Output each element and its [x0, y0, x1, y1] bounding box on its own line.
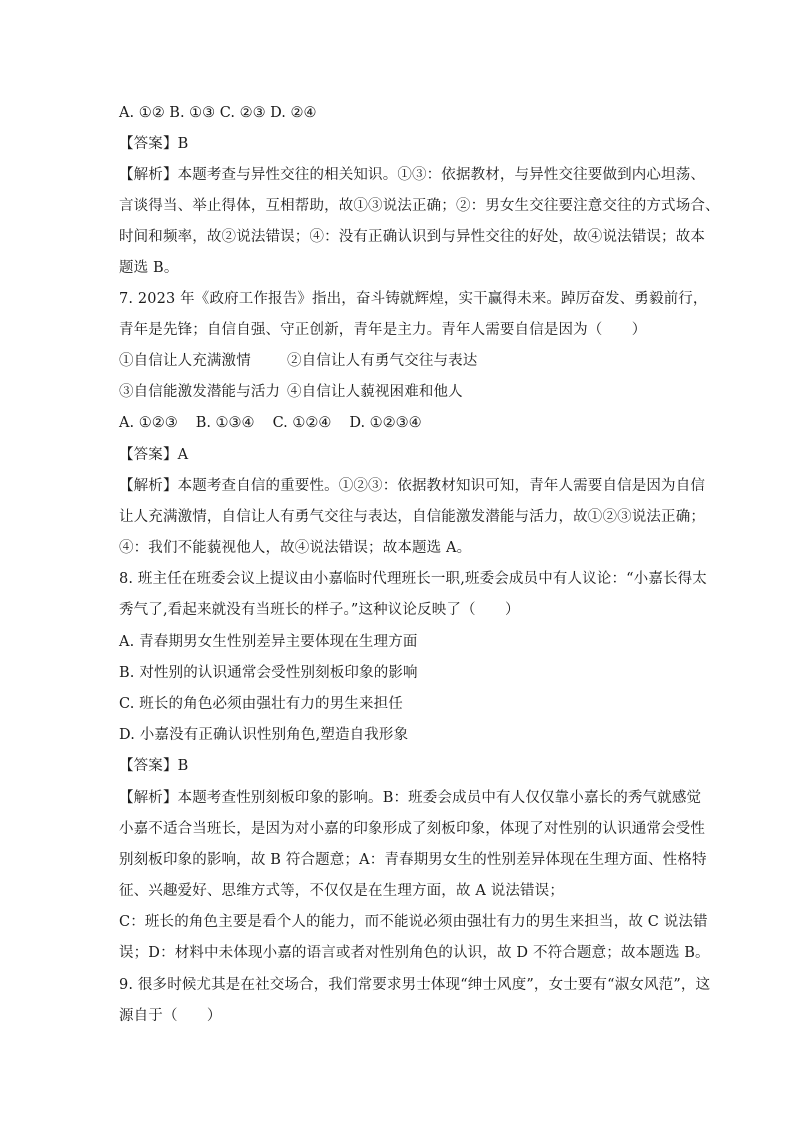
q7-statement-3: ③自信能激发潜能与活力	[119, 384, 281, 400]
q8-stem-line-2: 秀气了,看起来就没有当班长的样子。”这种议论反映了（ ）	[119, 602, 520, 618]
q8-analysis-line-2: 小嘉不适合当班长，是因为对小嘉的印象形成了刻板印象，体现了对性别的认识通常会受性	[119, 821, 705, 837]
q6-analysis-line-2: 言谈得当、举止得体，互相帮助，故①③说法正确；②：男女生交往要注意交往的方式场合、	[119, 198, 720, 214]
q7-option-d: D. ①②③④	[349, 415, 422, 431]
q6-analysis-line-4: 题选 B。	[119, 260, 179, 276]
q7-option-c: C. ①②④	[272, 415, 332, 431]
q7-answer: 【答案】A	[119, 447, 189, 463]
q7-stem-line-1: 7. 2023 年《政府工作报告》指出，奋斗铸就辉煌，实干赢得未来。踔厉奋发、勇毅前行，	[119, 291, 708, 307]
q8-analysis-line-5: C：班长的角色主要是看个人的能力，而不能说必须由强壮有力的男生来担当，故 C 说法错	[119, 914, 708, 930]
q6-options: A. ①② B. ①③ C. ②③ D. ②④	[119, 105, 317, 121]
q8-stem-line-1: 8. 班主任在班委会议上提议由小嘉临时代理班长一职,班委会成员中有人议论：“小嘉长得太	[119, 571, 707, 587]
q7-statement-2: ②自信让人有勇气交往与表达	[287, 353, 478, 369]
q7-analysis-line-2: 让人充满激情，自信让人有勇气交往与表达，自信能激发潜能与活力，故①②③说法正确；	[119, 509, 705, 525]
q7-analysis-line-1: 【解析】本题考查自信的重要性。①②③：依据教材知识可知，青年人需要自信是因为自信	[119, 478, 705, 494]
q7-option-b: B. ①③④	[195, 415, 255, 431]
q7-statements-row-1	[119, 351, 689, 371]
q9-stem-line-2: 源自于（ ）	[119, 1008, 222, 1024]
q7-analysis-line-3: ④：我们不能藐视他人，故④说法错误；故本题选 A。	[119, 540, 472, 556]
q6-analysis-line-1: 【解析】本题考查与异性交往的相关知识。①③：依据教材，与异性交往要做到内心坦荡、	[119, 167, 705, 183]
q7-statement-1: ①自信让人充满激情	[119, 353, 251, 369]
q8-answer: 【答案】B	[119, 758, 189, 774]
q8-option-b: B. 对性别的认识通常会受性别刻板印象的影响	[119, 665, 418, 681]
q8-analysis-line-1: 【解析】本题考查性别刻板印象的影响。B：班委会成员中有人仅仅靠小嘉长的秀气就感觉	[119, 790, 702, 806]
q7-statement-4: ④自信让人藐视困难和他人	[287, 384, 463, 400]
q8-option-c: C. 班长的角色必须由强壮有力的男生来担任	[119, 696, 403, 712]
q8-option-d: D. 小嘉没有正确认识性别角色,塑造自我形象	[119, 727, 409, 743]
q7-options	[119, 413, 689, 433]
q6-analysis-line-3: 时间和频率，故②说法错误；④：没有正确认识到与异性交往的好处，故④说法错误；故本	[119, 229, 705, 245]
q8-analysis-line-3: 别刻板印象的影响，故 B 符合题意；A：青春期男女生的性别差异体现在生理方面、性格特	[119, 852, 707, 868]
q7-option-a: A. ①②③	[119, 415, 178, 431]
q8-option-a: A. 青春期男女生性别差异主要体现在生理方面	[119, 634, 418, 650]
q6-answer: 【答案】B	[119, 136, 189, 152]
q9-stem-line-1: 9. 很多时候尤其是在社交场合，我们常要求男士体现“绅士风度”，女士要有“淑女风范”，这	[119, 977, 711, 993]
q8-analysis-line-4: 征、兴趣爱好、思维方式等，不仅仅是在生理方面，故 A 说法错误；	[119, 883, 564, 899]
q7-stem-line-2: 青年是先锋；自信自强、守正创新，青年是主力。青年人需要自信是因为（ ）	[119, 322, 647, 338]
q8-analysis-line-6: 误；D：材料中未体现小嘉的语言或者对性别角色的认识，故 D 不符合题意；故本题选 B。	[119, 945, 710, 961]
q7-statements-row-2	[119, 382, 689, 402]
